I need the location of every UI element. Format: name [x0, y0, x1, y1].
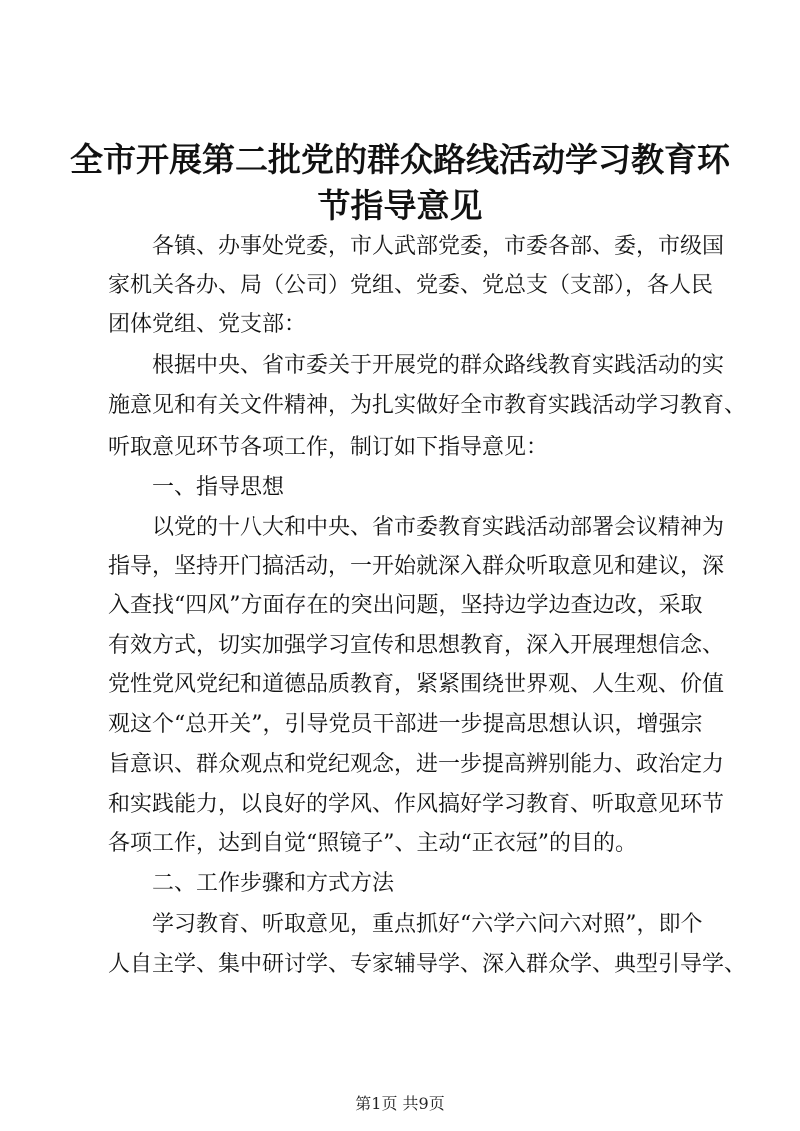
body-line: 指导，坚持开门搞活动，一开始就深入群众听取意见和建议，深 [108, 554, 725, 579]
body-line: 听取意见环节各项工作，制订如下指导意见： [108, 435, 549, 460]
body-line: 入查找“四风”方面存在的突出问题，坚持边学边查边改，采取 [108, 593, 703, 618]
body-line: 施意见和有关文件精神，为扎实做好全市教育实践活动学习教育、 [108, 393, 747, 418]
body-line: 和实践能力，以良好的学风、作风搞好学习教育、听取意见环节 [108, 792, 725, 817]
body-line: 各项工作，达到自觉“照镜子”、主动“正衣冠”的目的。 [108, 831, 637, 856]
document-title-line-2: 节指导意见 [317, 186, 483, 225]
body-line: 团体党组、党支部： [108, 312, 307, 337]
body-line: 各镇、办事处党委，市人武部党委，市委各部、委，市级国 [152, 234, 725, 259]
body-line: 党性党风党纪和道德品质教育，紧紧围绕世界观、人生观、价值 [108, 672, 725, 697]
body-line: 学习教育、听取意见，重点抓好“六学六问六对照”，即个 [152, 912, 703, 937]
page-number-footer: 第1页 共9页 [355, 1094, 445, 1113]
document-title-line-1: 全市开展第二批党的群众路线活动学习教育环 [70, 140, 730, 179]
body-line: 旨意识、群众观点和党纪观念，进一步提高辨别能力、政治定力 [108, 752, 725, 777]
body-line: 有效方式，切实加强学习宣传和思想教育，深入开展理想信念、 [108, 633, 725, 658]
section-heading: 一、指导思想 [152, 475, 285, 500]
section-heading: 二、工作步骤和方式方法 [152, 871, 395, 896]
body-line: 人自主学、集中研讨学、专家辅导学、深入群众学、典型引导学、 [108, 952, 747, 977]
body-line: 家机关各办、局（公司）党组、党委、党总支（支部），各人民 [108, 273, 714, 298]
body-line: 根据中央、省市委关于开展党的群众路线教育实践活动的实 [152, 353, 725, 378]
body-line: 以党的十八大和中央、省市委教育实践活动部署会议精神为 [152, 515, 725, 540]
body-line: 观这个“总开关”，引导党员干部进一步提高思想认识，增强宗 [108, 712, 703, 737]
